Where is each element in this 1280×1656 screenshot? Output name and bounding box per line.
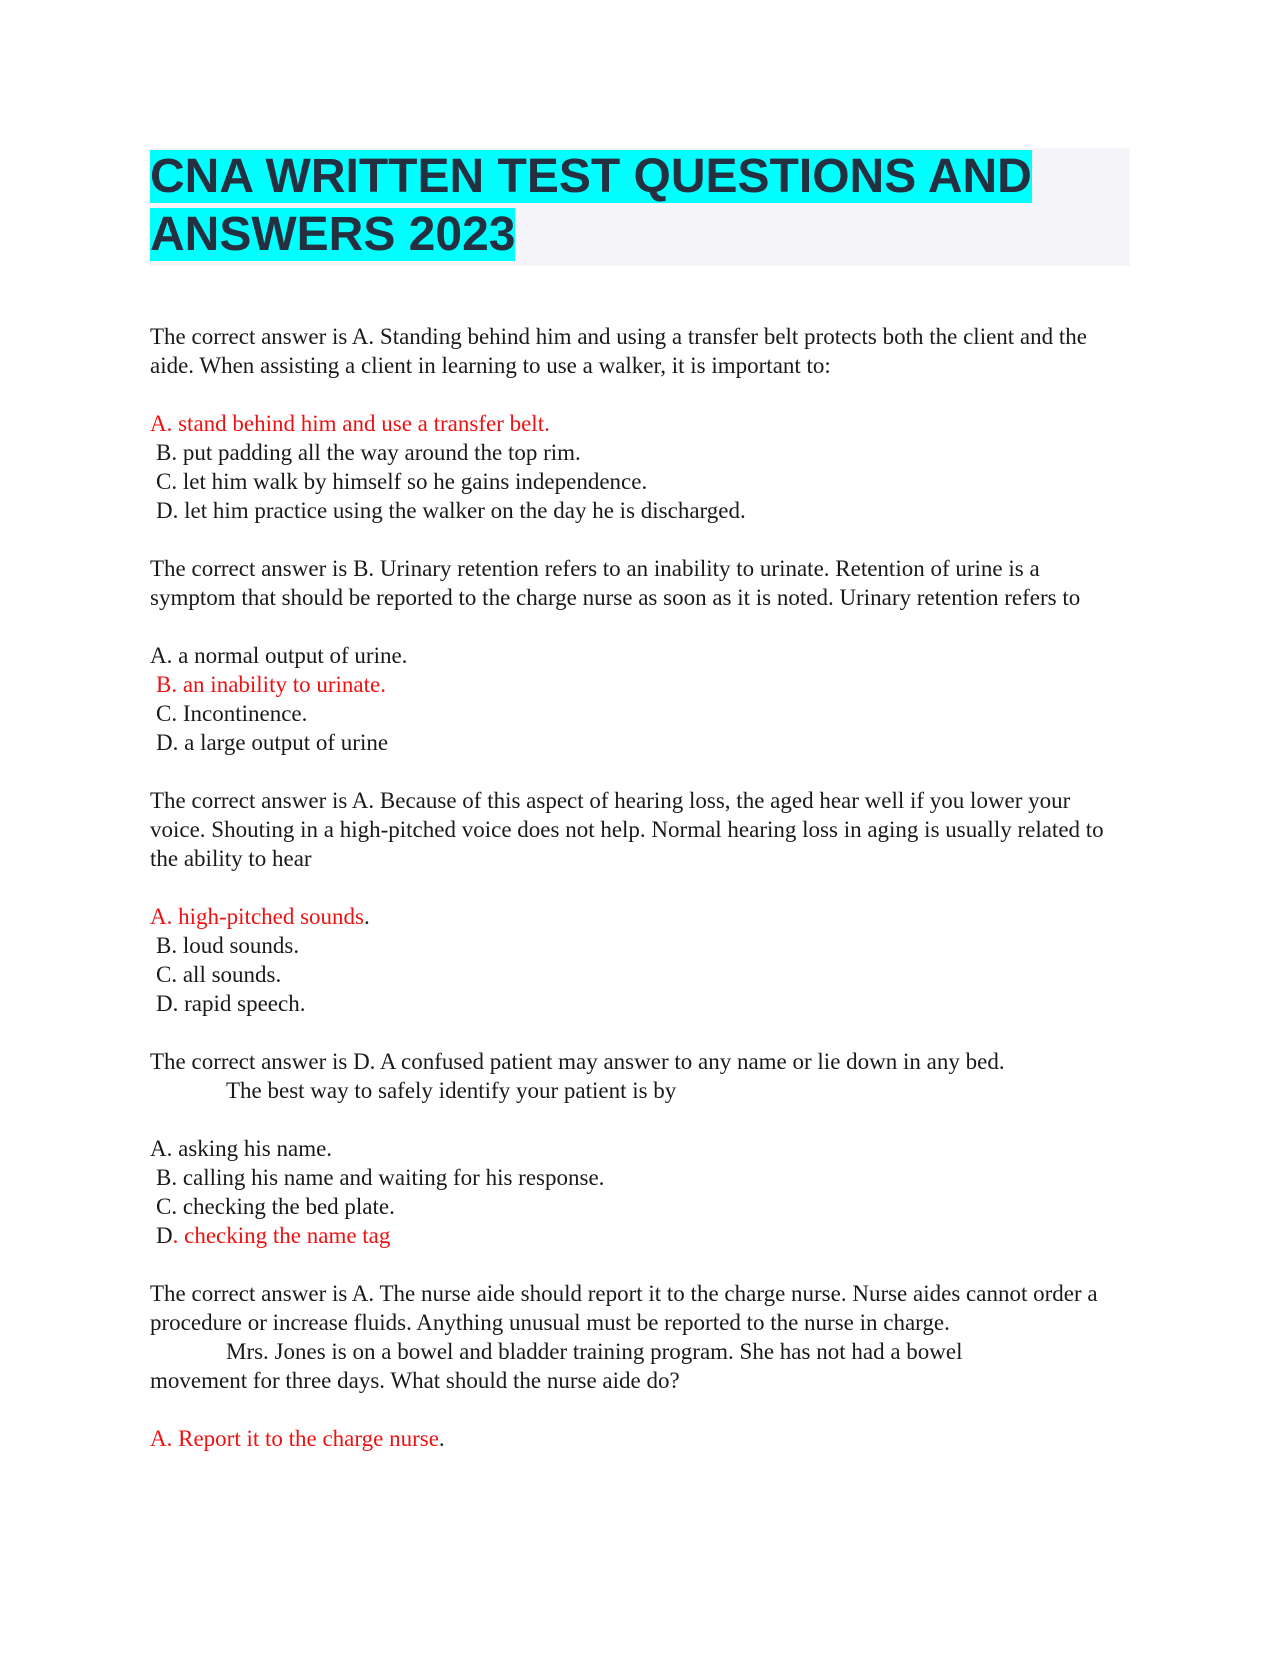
- option-d: D. let him practice using the walker on the day he is discharged.: [156, 498, 746, 523]
- option-a: A. asking his name.: [150, 1136, 333, 1161]
- option-a-period: .: [364, 904, 370, 929]
- option-d-correct-line: [150, 1221, 1130, 1250]
- question-5: [150, 1279, 1130, 1453]
- question-stem-line-3: movement for three days. What should the nurse aide do?: [150, 1368, 680, 1393]
- option-d: D. rapid speech.: [156, 991, 306, 1016]
- question-stem: The correct answer is A. Because of this aspect of hearing loss, the aged hear well if you lower your voice. Shouting in a high-pitched voice does not help. Normal hearing loss in aging is usually related to the ability to hear: [150, 788, 1104, 871]
- option-b: B. calling his name and waiting for his response.: [156, 1165, 605, 1190]
- option-list: [150, 1424, 1130, 1453]
- option-a-correct-line: [150, 1424, 1130, 1453]
- question-stem-line-2: The best way to safely identify your patient is by: [226, 1078, 677, 1103]
- option-c: C. all sounds.: [156, 962, 282, 987]
- question-3: [150, 786, 1130, 1018]
- question-stem-line-2: Mrs. Jones is on a bowel and bladder training program. She has not had a bowel: [226, 1339, 963, 1364]
- option-a-correct: A. Report it to the charge nurse: [150, 1426, 439, 1451]
- title-line-2: ANSWERS 2023: [150, 208, 516, 261]
- option-a-correct: A. stand behind him and use a transfer belt.: [150, 411, 550, 436]
- document-title: [150, 148, 1130, 264]
- option-d-correct: . checking the name tag: [172, 1223, 391, 1248]
- option-list: [150, 902, 1130, 1018]
- option-b: B. loud sounds.: [156, 933, 300, 958]
- question-2: [150, 554, 1130, 757]
- option-d-letter: D: [156, 1223, 173, 1248]
- option-a-correct-line: [150, 902, 1130, 931]
- option-list: [150, 641, 1130, 757]
- option-a-correct: A. high-pitched sounds: [150, 904, 365, 929]
- option-list: [150, 409, 1130, 525]
- question-stem: The correct answer is A. Standing behind him and using a transfer belt protects both the client and the aide. When assisting a client in learning to use a walker, it is important to:: [150, 324, 1087, 378]
- option-d: D. a large output of urine: [156, 730, 389, 755]
- question-1: [150, 322, 1130, 525]
- question-4: [150, 1047, 1130, 1250]
- option-b: B. put padding all the way around the top rim.: [156, 440, 581, 465]
- title-line-1: CNA WRITTEN TEST QUESTIONS AND: [150, 150, 1032, 203]
- question-stem-line-1: The correct answer is A. The nurse aide should report it to the charge nurse. Nurse aides cannot order a procedure or increase fluids. Anything unusual must be reported to the nurse in charge.: [150, 1281, 1098, 1335]
- option-c: C. Incontinence.: [156, 701, 308, 726]
- option-a: A. a normal output of urine.: [150, 643, 408, 668]
- question-stem-line-1: The correct answer is D. A confused patient may answer to any name or lie down in any bed.: [150, 1049, 1005, 1074]
- document-page: [150, 148, 1130, 1453]
- option-b-correct: B. an inability to urinate.: [156, 672, 386, 697]
- option-c: C. checking the bed plate.: [156, 1194, 395, 1219]
- option-list: [150, 1134, 1130, 1250]
- option-a-period: .: [438, 1426, 445, 1451]
- title-block: [150, 148, 1130, 266]
- option-c: C. let him walk by himself so he gains independence.: [156, 469, 648, 494]
- question-stem: The correct answer is B. Urinary retention refers to an inability to urinate. Retention of urine is a symptom that should be reported to the charge nurse as soon as it is noted. Urinary retention refers to: [150, 556, 1081, 610]
